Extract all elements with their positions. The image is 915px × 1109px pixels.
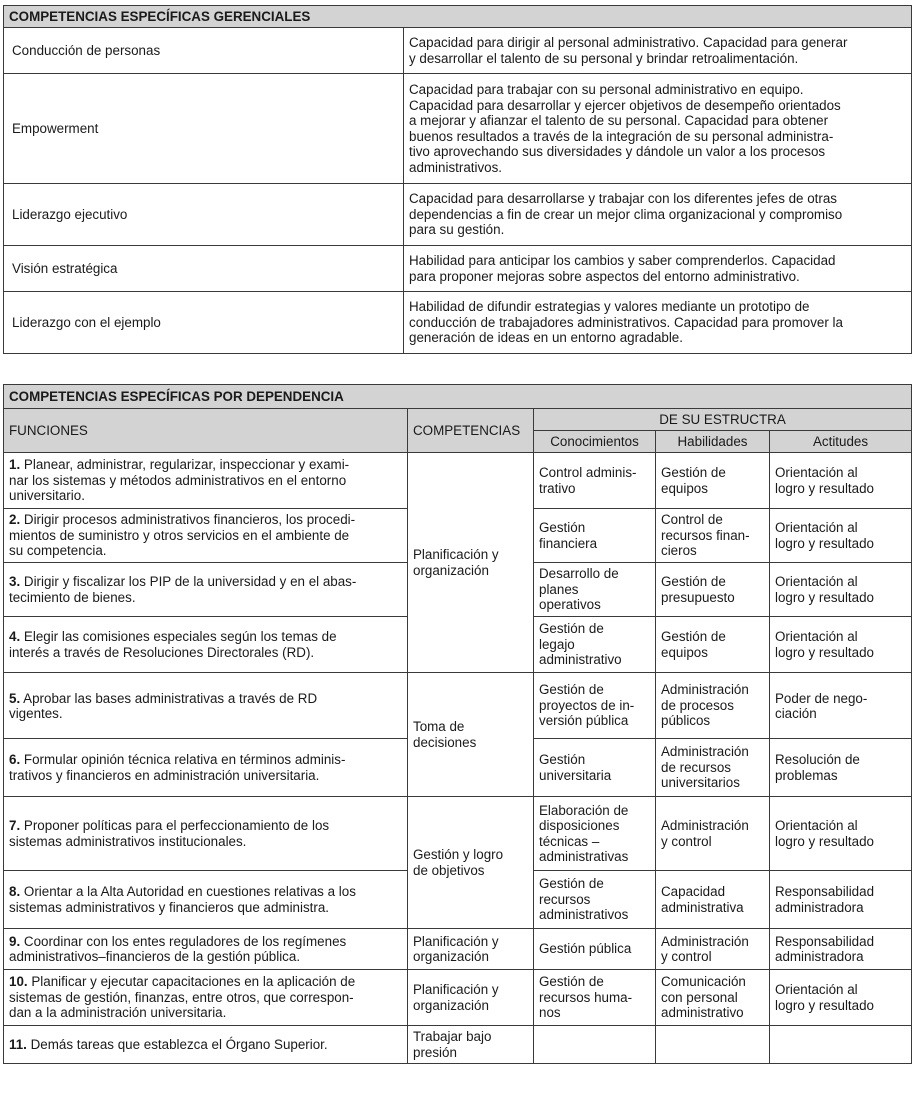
actitudes-cell: Orientación al logro y resultado xyxy=(770,797,912,871)
funcion-cell: 10. Planificar y ejecutar capacitaciones en la aplicación de sistemas de gestión, finanzas, entre otros, que correspon- dan a la administración universitaria. xyxy=(4,970,408,1026)
conocimientos-cell: Gestión de proyectos de in- versión pública xyxy=(534,673,656,739)
actitudes-cell: Responsabilidad administradora xyxy=(770,929,912,970)
competency-desc: Habilidad para anticipar los cambios y saber comprenderlos. Capacidad para proponer mejoras sobre aspectos del entorno administrativo. xyxy=(404,246,912,292)
habilidades-cell: Capacidad administrativa xyxy=(656,871,770,929)
funcion-cell: 5. Aprobar las bases administrativas a través de RD vigentes. xyxy=(4,673,408,739)
gerenciales-table xyxy=(3,5,912,354)
habilidades-cell: Gestión de equipos xyxy=(656,453,770,509)
header-conocimientos: Conocimientos xyxy=(534,431,656,453)
header-habilidades: Habilidades xyxy=(656,431,770,453)
conocimientos-cell: Desarrollo de planes operativos xyxy=(534,563,656,617)
conocimientos-cell: Gestión de recursos administrativos xyxy=(534,871,656,929)
competency-desc: Capacidad para trabajar con su personal administrativo en equipo. Capacidad para desarrollar y ejercer objetivos de desempeño orientados a mejorar y afianzar el talento de su personal. Capacidad para obtener buenos resultados a través de la integración de su personal administra- tivo aprovechando sus diversidades y dándole un valor a los procesos administrativos. xyxy=(404,74,912,184)
competency-name: Conducción de personas xyxy=(4,28,404,74)
habilidades-cell: Comunicación con personal administrativo xyxy=(656,970,770,1026)
competency-name: Liderazgo ejecutivo xyxy=(4,184,404,246)
competency-desc: Habilidad de difundir estrategias y valores mediante un prototipo de conducción de trabajadores administrativos. Capacidad para promover la generación de ideas en un entorno agradable. xyxy=(404,292,912,354)
conocimientos-cell: Gestión de recursos huma- nos xyxy=(534,970,656,1026)
competency-desc: Capacidad para dirigir al personal administrativo. Capacidad para generar y desarrollar el talento de su personal y brindar retroalimentación. xyxy=(404,28,912,74)
habilidades-cell: Administración de procesos públicos xyxy=(656,673,770,739)
actitudes-cell: Resolución de problemas xyxy=(770,739,912,797)
header-competencias: COMPETENCIAS xyxy=(408,409,534,453)
gerenciales-title: COMPETENCIAS ESPECÍFICAS GERENCIALES xyxy=(4,6,912,28)
actitudes-cell: Poder de nego- ciación xyxy=(770,673,912,739)
conocimientos-cell: Control adminis- trativo xyxy=(534,453,656,509)
actitudes-cell: Orientación al logro y resultado xyxy=(770,509,912,563)
conocimientos-cell: Elaboración de disposiciones técnicas – administrativas xyxy=(534,797,656,871)
actitudes-cell: Orientación al logro y resultado xyxy=(770,563,912,617)
habilidades-cell: Gestión de equipos xyxy=(656,617,770,673)
dependencia-table xyxy=(3,384,912,1064)
actitudes-cell: Orientación al logro y resultado xyxy=(770,617,912,673)
competency-name: Empowerment xyxy=(4,74,404,184)
funcion-cell: 4. Elegir las comisiones especiales según los temas de interés a través de Resoluciones Directorales (RD). xyxy=(4,617,408,673)
habilidades-cell: Administración y control xyxy=(656,929,770,970)
conocimientos-cell: Gestión financiera xyxy=(534,509,656,563)
header-estructura: DE SU ESTRUCTRA xyxy=(534,409,912,431)
conocimientos-cell xyxy=(534,1026,656,1064)
actitudes-cell: Responsabilidad administradora xyxy=(770,871,912,929)
conocimientos-cell: Gestión universitaria xyxy=(534,739,656,797)
habilidades-cell: Administración de recursos universitarios xyxy=(656,739,770,797)
dependencia-title: COMPETENCIAS ESPECÍFICAS POR DEPENDENCIA xyxy=(4,385,912,409)
conocimientos-cell: Gestión de legajo administrativo xyxy=(534,617,656,673)
habilidades-cell: Gestión de presupuesto xyxy=(656,563,770,617)
competency-name: Visión estratégica xyxy=(4,246,404,292)
funcion-cell: 11. Demás tareas que establezca el Órgano Superior. xyxy=(4,1026,408,1064)
conocimientos-cell: Gestión pública xyxy=(534,929,656,970)
competencia-group-cell: Gestión y logro de objetivos xyxy=(408,797,534,929)
habilidades-cell: Administración y control xyxy=(656,797,770,871)
habilidades-cell: Control de recursos finan- cieros xyxy=(656,509,770,563)
actitudes-cell: Orientación al logro y resultado xyxy=(770,453,912,509)
competencia-cell: Trabajar bajo presión xyxy=(408,1026,534,1064)
funcion-cell: 3. Dirigir y fiscalizar los PIP de la universidad y en el abas- tecimiento de bienes. xyxy=(4,563,408,617)
funcion-cell: 7. Proponer políticas para el perfeccionamiento de los sistemas administrativos institucionales. xyxy=(4,797,408,871)
competencia-cell: Planificación y organización xyxy=(408,970,534,1026)
actitudes-cell: Orientación al logro y resultado xyxy=(770,970,912,1026)
competencia-cell: Planificación y organización xyxy=(408,929,534,970)
funcion-cell: 8. Orientar a la Alta Autoridad en cuestiones relativas a los sistemas administrativos y financieros que administra. xyxy=(4,871,408,929)
competencia-group-cell: Planificación y organización xyxy=(408,453,534,673)
competency-name: Liderazgo con el ejemplo xyxy=(4,292,404,354)
header-funciones: FUNCIONES xyxy=(4,409,408,453)
competency-desc: Capacidad para desarrollarse y trabajar con los diferentes jefes de otras dependencias a fin de crear un mejor clima organizacional y compromiso para su gestión. xyxy=(404,184,912,246)
actitudes-cell xyxy=(770,1026,912,1064)
funcion-cell: 9. Coordinar con los entes reguladores de los regímenes administrativos–financieros de la gestión pública. xyxy=(4,929,408,970)
competencia-group-cell: Toma de decisiones xyxy=(408,673,534,797)
funcion-cell: 1. Planear, administrar, regularizar, inspeccionar y exami- nar los sistemas y métodos administrativos en el entorno universitario. xyxy=(4,453,408,509)
header-actitudes: Actitudes xyxy=(770,431,912,453)
habilidades-cell xyxy=(656,1026,770,1064)
funcion-cell: 2. Dirigir procesos administrativos financieros, los procedi- mientos de suministro y otros servicios en el ambiente de su competencia. xyxy=(4,509,408,563)
funcion-cell: 6. Formular opinión técnica relativa en términos adminis- trativos y financieros en administración universitaria. xyxy=(4,739,408,797)
